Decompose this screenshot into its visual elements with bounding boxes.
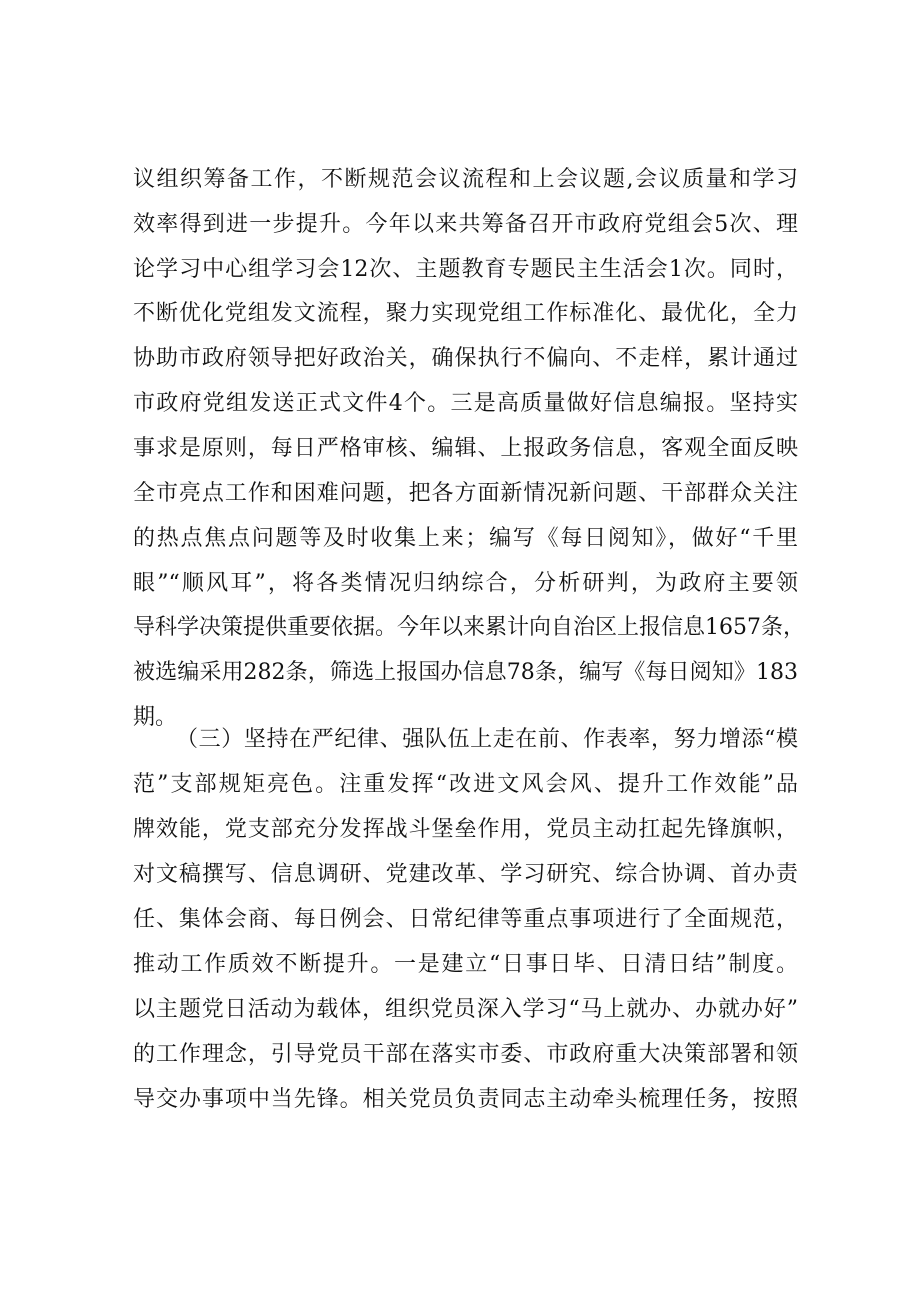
text-line: 市政府党组发送正式文件4个。三是高质量做好信息编报。坚持实 [133,391,798,416]
text-line: 以主题党日活动为载体，组织党员深入学习“马上就办、办就办好” [133,997,798,1022]
text-line: 的工作理念，引导党员干部在落实市委、市政府重大决策部署和领 [133,1042,798,1067]
text-line: 眼”“顺风耳”，将各类情况归纳综合，分析研判，为政府主要领 [133,571,798,596]
text-line: 协助市政府领导把好政治关，确保执行不偏向、不走样，累计通过 [133,346,798,371]
text-line: 范”支部规矩亮色。注重发挥“改进文风会风、提升工作效能”品 [133,772,798,797]
text-line: 论学习中心组学习会12次、主题教育专题民主生活会1次。同时， [133,257,798,282]
text-line: 全市亮点工作和困难问题，把各方面新情况新问题、干部群众关注 [133,481,798,506]
text-line: 不断优化党组发文流程，聚力实现党组工作标准化、最优化，全力 [133,301,798,326]
text-line: 的热点焦点问题等及时收集上来；编写《每日阅知》，做好“千里 [133,526,798,551]
text-line: 对文稿撰写、信息调研、党建改革、学习研究、综合协调、首办责 [133,862,798,887]
text-line: 被选编采用282条，筛选上报国办信息78条，编写《每日阅知》183 [133,660,798,685]
text-line: 期。 [133,705,178,730]
text-line: 效率得到进一步提升。今年以来共筹备召开市政府党组会5次、理 [133,212,798,237]
text-line: 导交办事项中当先锋。相关党员负责同志主动牵头梳理任务，按照 [133,1087,798,1112]
text-line: 推动工作质效不断提升。一是建立“日事日毕、日清日结”制度。 [133,952,798,977]
text-line: 牌效能，党支部充分发挥战斗堡垒作用，党员主动扛起先锋旗帜， [133,817,798,842]
text-line: （三）坚持在严纪律、强队伍上走在前、作表率，努力增添“模 [176,727,798,752]
text-line: 事求是原则，每日严格审核、编辑、上报政务信息，客观全面反映 [133,436,798,461]
text-line: 议组织筹备工作，不断规范会议流程和上会议题,会议质量和学习 [133,167,798,192]
text-line: 任、集体会商、每日例会、日常纪律等重点事项进行了全面规范， [133,907,798,932]
text-line: 导科学决策提供重要依据。今年以来累计向自治区上报信息1657条， [133,615,805,640]
